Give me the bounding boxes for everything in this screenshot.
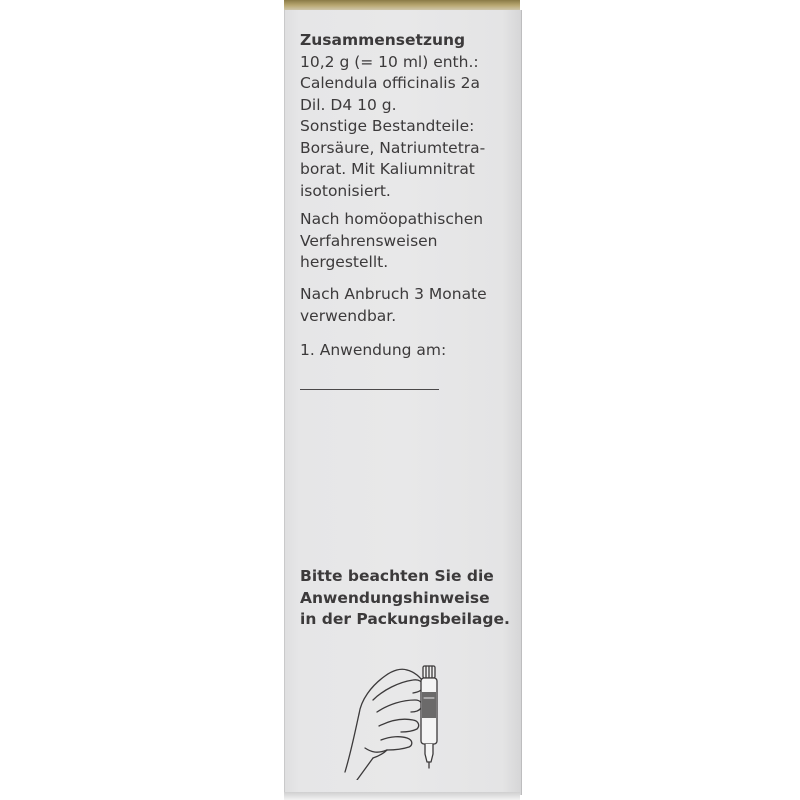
composition-line: isotonisiert. <box>300 181 391 200</box>
composition-heading: Zusammensetzung <box>300 31 466 49</box>
composition-line: Sonstige Bestandteile: <box>300 117 475 135</box>
first-use-label <box>300 340 446 362</box>
composition-block <box>300 30 485 202</box>
first-use-text: 1. Anwendung am: <box>300 341 447 359</box>
after-opening-line: verwendbar. <box>300 306 397 325</box>
homeopathic-note <box>300 209 483 274</box>
composition-line: 10,2 g (= 10 ml) enth.: <box>300 52 479 71</box>
homeopathic-line: Nach homöopathischen <box>300 210 484 228</box>
hand-holding-ampoule-icon <box>343 640 461 780</box>
composition-line: borat. Mit Kaliumnitrat <box>300 160 475 178</box>
composition-line: Dil. D4 10 g. <box>300 95 397 114</box>
notice-line: in der Packungsbeilage. <box>300 610 510 628</box>
notice-line: Bitte beachten Sie die <box>300 567 494 585</box>
homeopathic-line: Verfahrensweisen <box>300 231 438 250</box>
first-use-write-line <box>300 389 439 390</box>
homeopathic-line: hergestellt. <box>300 253 389 271</box>
after-opening-note <box>300 284 487 327</box>
notice-line: Anwendungshinweise <box>300 588 490 607</box>
after-opening-line: Nach Anbruch 3 Monate <box>300 285 487 303</box>
composition-line: Borsäure, Natriumtetra- <box>300 138 486 157</box>
composition-line: Calendula officinalis 2a <box>300 74 480 92</box>
package-bottom-edge <box>284 792 520 800</box>
package-leaflet-notice <box>300 566 510 631</box>
